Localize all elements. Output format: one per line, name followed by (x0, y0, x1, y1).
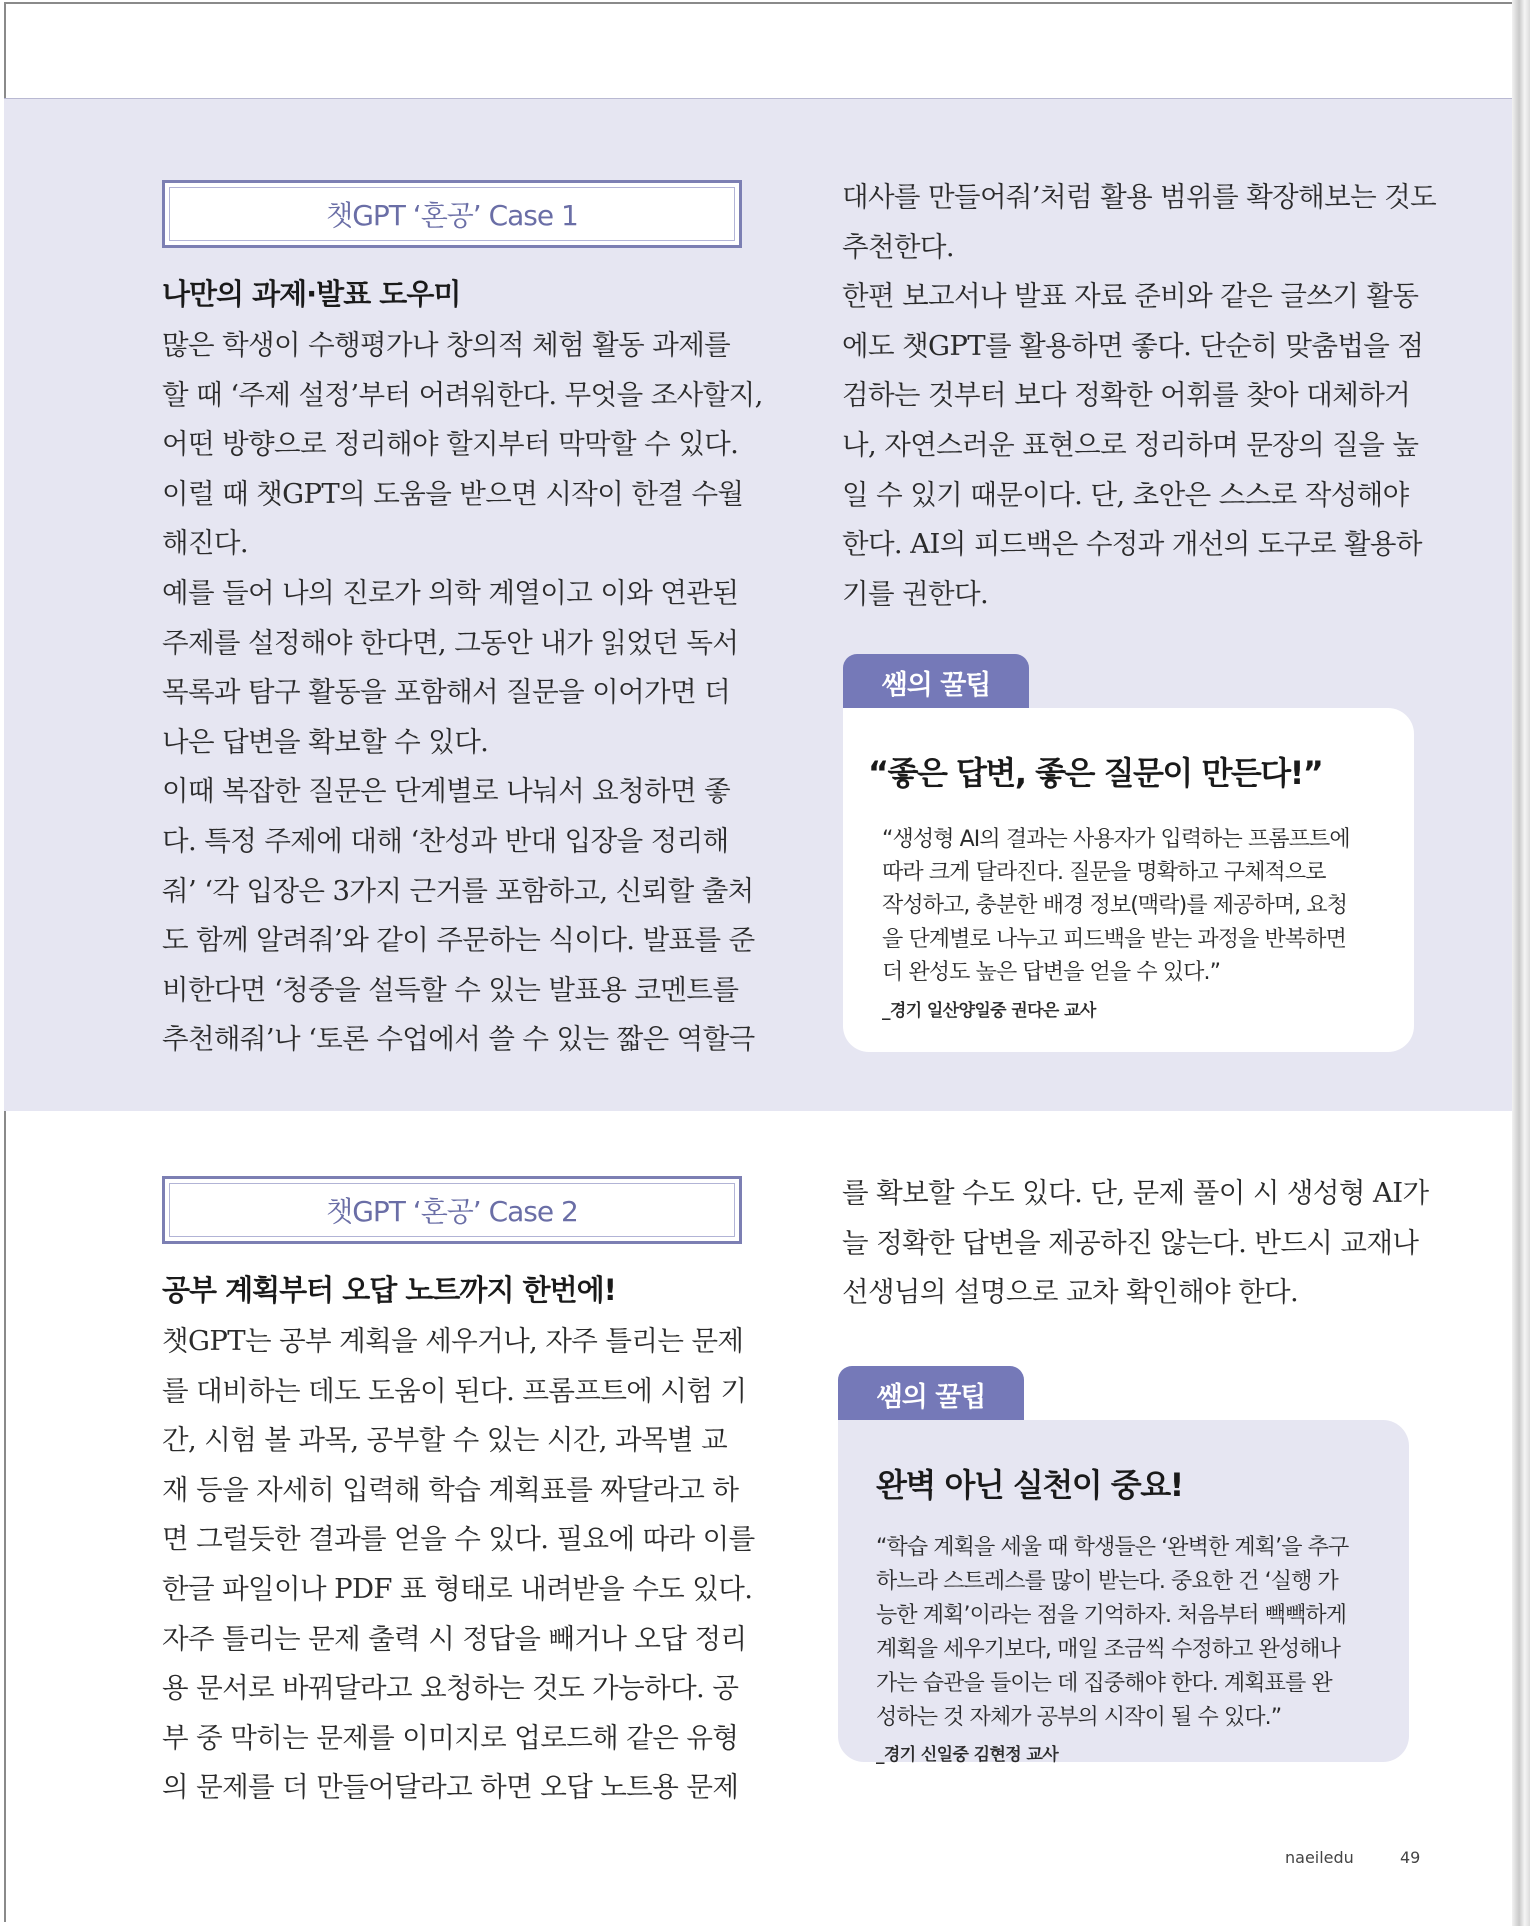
body-text-line: 늘 정확한 답변을 제공하진 않는다. 반드시 교재나 (842, 1226, 1419, 1259)
tip-text-line: 능한 계획’이라는 점을 기억하자. 처음부터 빽빽하게 (876, 1603, 1347, 1628)
body-text-line: 대사를 만들어줘’처럼 활용 범위를 확장해보는 것도 (842, 181, 1437, 213)
body-text-line: 를 확보할 수도 있다. 단, 문제 풀이 시 생성형 AI가 (842, 1177, 1429, 1209)
body-text-line: 추천해줘’나 ‘토론 수업에서 쓸 수 있는 짧은 역할극 (162, 1023, 755, 1056)
body-text-line: 챗GPT는 공부 계획을 세우거나, 자주 틀리는 문제 (162, 1325, 744, 1357)
case1-tip-tab-label: 쌤의 꿀팁 (881, 669, 991, 701)
case2-tip-author: _경기 신일중 김현정 교사 (876, 1745, 1059, 1765)
body-text-line: 기를 권한다. (842, 577, 989, 610)
body-text-line: 나은 답변을 확보할 수 있다. (162, 725, 489, 758)
body-text-line: 용 문서로 바꿔달라고 요청하는 것도 가능하다. 공 (162, 1672, 739, 1705)
body-text-line: 면 그럴듯한 결과를 얻을 수 있다. 필요에 따라 이를 (162, 1523, 755, 1556)
body-text-line: 검하는 것부터 보다 정확한 어휘를 찾아 대체하거 (842, 379, 1411, 412)
case1-heading: 나만의 과제·발표 도우미 (162, 277, 461, 311)
tip-text-line: 하느라 스트레스를 많이 받는다. 중요한 건 ‘실행 가 (876, 1569, 1338, 1594)
body-text-line: 할 때 ‘주제 설정’부터 어려워한다. 무엇을 조사할지, (162, 378, 763, 411)
body-text-line: 이때 복잡한 질문은 단계별로 나눠서 요청하면 좋 (162, 775, 731, 808)
body-text-line: 나, 자연스러운 표현으로 정리하며 문장의 질을 높 (842, 429, 1419, 461)
body-text-line: 예를 들어 나의 진로가 의학 계열이고 이와 연관된 (162, 577, 739, 609)
case1-label-box (162, 180, 742, 248)
body-text-line: 간, 시험 볼 과목, 공부할 수 있는 시간, 과목별 교 (162, 1424, 728, 1457)
footer-page-number: 49 (1400, 1848, 1421, 1867)
case2-tip-tab (838, 1366, 1024, 1422)
tip-text-line: 따라 크게 달라진다. 질문을 명확하고 구체적으로 (882, 860, 1326, 886)
body-text-line: 해진다. (162, 527, 249, 560)
body-text-line: 주제를 설정해야 한다면, 그동안 내가 읽었던 독서 (162, 626, 739, 659)
footer-brand: naeiledu (1285, 1848, 1354, 1867)
body-text-line: 목록과 탐구 활동을 포함해서 질문을 이어가면 더 (162, 676, 731, 709)
case1-label: 챗GPT ‘혼공’ Case 1 (326, 199, 578, 232)
case2-heading: 공부 계획부터 오답 노트까지 한번에! (162, 1273, 616, 1307)
case2-label: 챗GPT ‘혼공’ Case 2 (326, 1195, 578, 1228)
case2-tip-title: 완벽 아닌 실천이 중요! (876, 1466, 1183, 1504)
body-text-line: 이럴 때 챗GPT의 도움을 받으면 시작이 한결 수월 (162, 477, 744, 510)
case1-tip-author: _경기 일산양일중 권다은 교사 (882, 1001, 1096, 1021)
tip-text-line: 을 단계별로 나누고 피드백을 받는 과정을 반복하면 (882, 926, 1346, 952)
tip-text-line: 계획을 세우기보다, 매일 조금씩 수정하고 완성해나 (876, 1637, 1340, 1662)
tip-text-line: 작성하고, 충분한 배경 정보(맥락)를 제공하며, 요청 (882, 893, 1348, 919)
body-text-line: 많은 학생이 수행평가나 창의적 체험 활동 과제를 (162, 329, 731, 361)
body-text-line: 의 문제를 더 만들어달라고 하면 오답 노트용 문제 (162, 1771, 739, 1804)
body-text-line: 줘’ ‘각 입장은 3가지 근거를 포함하고, 신뢰할 출처 (162, 874, 754, 907)
body-text-line: 에도 챗GPT를 활용하면 좋다. 단순히 맞춤법을 점 (842, 329, 1424, 362)
body-text-line: 한글 파일이나 PDF 표 형태로 내려받을 수도 있다. (162, 1573, 753, 1605)
tip-text-line: “학습 계획을 세울 때 학생들은 ‘완벽한 계획’을 추구 (876, 1535, 1349, 1560)
body-text-line: 어떤 방향으로 정리해야 할지부터 막막할 수 있다. (162, 428, 739, 461)
case2-tip-tab-label: 쌤의 꿀팁 (876, 1381, 986, 1413)
body-text-line: 한편 보고서나 발표 자료 준비와 같은 글쓰기 활동 (842, 280, 1419, 313)
body-text-line: 일 수 있기 때문이다. 단, 초안은 스스로 작성해야 (842, 478, 1409, 511)
case1-tip-tab (843, 654, 1029, 710)
body-text-line: 부 중 막히는 문제를 이미지로 업로드해 같은 유형 (162, 1721, 739, 1754)
body-text-line: 재 등을 자세히 입력해 학습 계획표를 짜달라고 하 (162, 1473, 739, 1506)
page-edge (1512, 0, 1530, 1926)
case1-tip-title: “좋은 답변, 좋은 질문이 만든다!” (868, 754, 1323, 792)
body-text-line: 다. 특정 주제에 대해 ‘찬성과 반대 입장을 정리해 (162, 825, 729, 857)
body-text-line: 선생님의 설명으로 교차 확인해야 한다. (842, 1276, 1299, 1309)
body-text-line: 자주 틀리는 문제 출력 시 정답을 빼거나 오답 정리 (162, 1622, 747, 1655)
body-text-line: 비한다면 ‘청중을 설득할 수 있는 발표용 코멘트를 (162, 973, 739, 1006)
body-text-line: 도 함께 알려줘’와 같이 주문하는 식이다. 발표를 준 (162, 924, 755, 957)
tip-text-line: “생성형 AI의 결과는 사용자가 입력하는 프롬프트에 (882, 827, 1350, 852)
tip-text-line: 더 완성도 높은 답변을 얻을 수 있다.” (882, 959, 1221, 985)
body-text-line: 한다. AI의 피드백은 수정과 개선의 도구로 활용하 (842, 528, 1422, 561)
body-text-line: 추천한다. (842, 230, 955, 263)
tip-text-line: 성하는 것 자체가 공부의 시작이 될 수 있다.” (876, 1705, 1282, 1730)
body-text-line: 를 대비하는 데도 도움이 된다. 프롬프트에 시험 기 (162, 1374, 747, 1407)
case2-label-box (162, 1176, 742, 1244)
tip-text-line: 가는 습관을 들이는 데 집중해야 한다. 계획표를 완 (876, 1671, 1332, 1696)
